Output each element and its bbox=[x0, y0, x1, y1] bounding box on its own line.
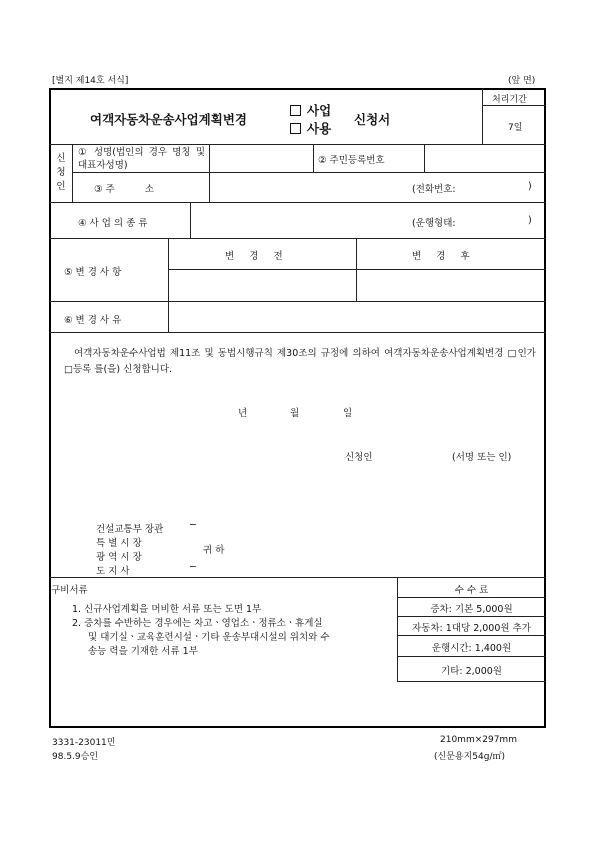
required-docs-label: 구비서류 bbox=[51, 585, 88, 596]
applicant-section-label: 신청인 bbox=[56, 153, 66, 192]
before-change-label: 변 경 전 bbox=[225, 251, 283, 262]
operation-type-label: (운행형태: bbox=[412, 218, 456, 229]
paper-size: 210mm×297mm bbox=[440, 735, 517, 745]
title-option-use[interactable]: 사용 bbox=[290, 119, 331, 137]
bracket-top: ─ bbox=[190, 520, 196, 531]
date-day: 일 bbox=[343, 408, 353, 419]
bracket-bottom: ─ bbox=[190, 562, 196, 573]
signature-label: (서명 또는 인) bbox=[452, 452, 512, 463]
addressee-suffix: 귀 하 bbox=[203, 545, 225, 556]
fee-title: 수 수 료 bbox=[454, 585, 489, 596]
phone-label: (전화번호: bbox=[412, 184, 456, 195]
rrn-label: ② 주민등록번호 bbox=[318, 155, 385, 166]
approval-date: 98.5.9승인 bbox=[52, 752, 99, 762]
processing-period-label: 처리기간 bbox=[492, 95, 527, 105]
addressee-province: 도 지 사 bbox=[96, 566, 130, 577]
required-doc-2: 2. 증차를 수반하는 경우에는 차고ㆍ영업소ㆍ정류소ㆍ휴게실 bbox=[72, 618, 323, 629]
address-label: ③ 주 소 bbox=[94, 184, 155, 195]
checkbox-icon bbox=[290, 123, 301, 134]
after-change-label: 변 경 후 bbox=[412, 251, 470, 262]
change-reason-label: ⑥ 변 경 사 유 bbox=[64, 315, 122, 326]
name-label: ① 성명(법인의 경우 명칭 및 대표자성명) bbox=[78, 147, 205, 171]
fee-row-other: 기타: 2,000원 bbox=[441, 666, 502, 677]
address-field[interactable] bbox=[211, 175, 406, 199]
signer-label: 신청인 bbox=[345, 452, 373, 463]
operation-type-close: ) bbox=[528, 215, 532, 226]
change-items-label: ⑤ 변 경 사 항 bbox=[64, 267, 122, 278]
form-number: [별지 제14호 서식] bbox=[52, 76, 129, 86]
required-doc-2-cont2: 송능 력을 기재한 서류 1부 bbox=[88, 646, 198, 657]
form-code: 3331-23011민 bbox=[52, 738, 116, 748]
fee-row-vehicle: 자동차: 1대당 2,000원 추가 bbox=[412, 623, 531, 634]
rrn-field[interactable] bbox=[426, 146, 544, 170]
required-doc-1: 1. 신규사업계획을 머비한 서류 또는 도면 1부 bbox=[72, 604, 262, 615]
title-suffix: 신청서 bbox=[354, 112, 391, 127]
title-option-business[interactable]: 사업 bbox=[290, 101, 331, 119]
after-change-field[interactable] bbox=[358, 271, 544, 299]
form-title: 여객자동차운송사업계획변경 bbox=[90, 112, 247, 127]
fee-row-hours: 운행시간: 1,400원 bbox=[431, 643, 512, 654]
phone-close: ) bbox=[528, 181, 532, 192]
fee-row-increase: 증차: 기본 5,000원 bbox=[430, 604, 513, 615]
required-doc-2-cont: 및 대기실ㆍ교육훈련시설ㆍ기타 운송부대시설의 위치와 수 bbox=[88, 632, 330, 643]
addressee-special-city: 특 별 시 장 bbox=[96, 538, 142, 549]
before-change-field[interactable] bbox=[170, 271, 354, 299]
date-month: 월 bbox=[290, 408, 300, 419]
page-side: (앞 면) bbox=[508, 76, 536, 86]
date-year: 년 bbox=[238, 408, 248, 419]
addressee-minister: 건설교통부 장관 bbox=[96, 524, 164, 535]
name-field[interactable] bbox=[211, 146, 311, 170]
addressee-metro-city: 광 역 시 장 bbox=[96, 552, 142, 563]
paper-type: (신문용지54g/㎡) bbox=[434, 752, 505, 762]
checkbox-icon bbox=[290, 105, 301, 116]
processing-period-value: 7일 bbox=[508, 123, 523, 133]
business-type-label: ④ 사 업 의 종 류 bbox=[78, 218, 148, 229]
application-statement: 여객자동차운수사업법 제11조 및 동법시행규칙 제30조의 규정에 의하여 여객자동차운송사업계획변경 □인가 □등록 를(을) 신청합니다. bbox=[64, 348, 536, 375]
change-reason-field[interactable] bbox=[170, 303, 544, 330]
